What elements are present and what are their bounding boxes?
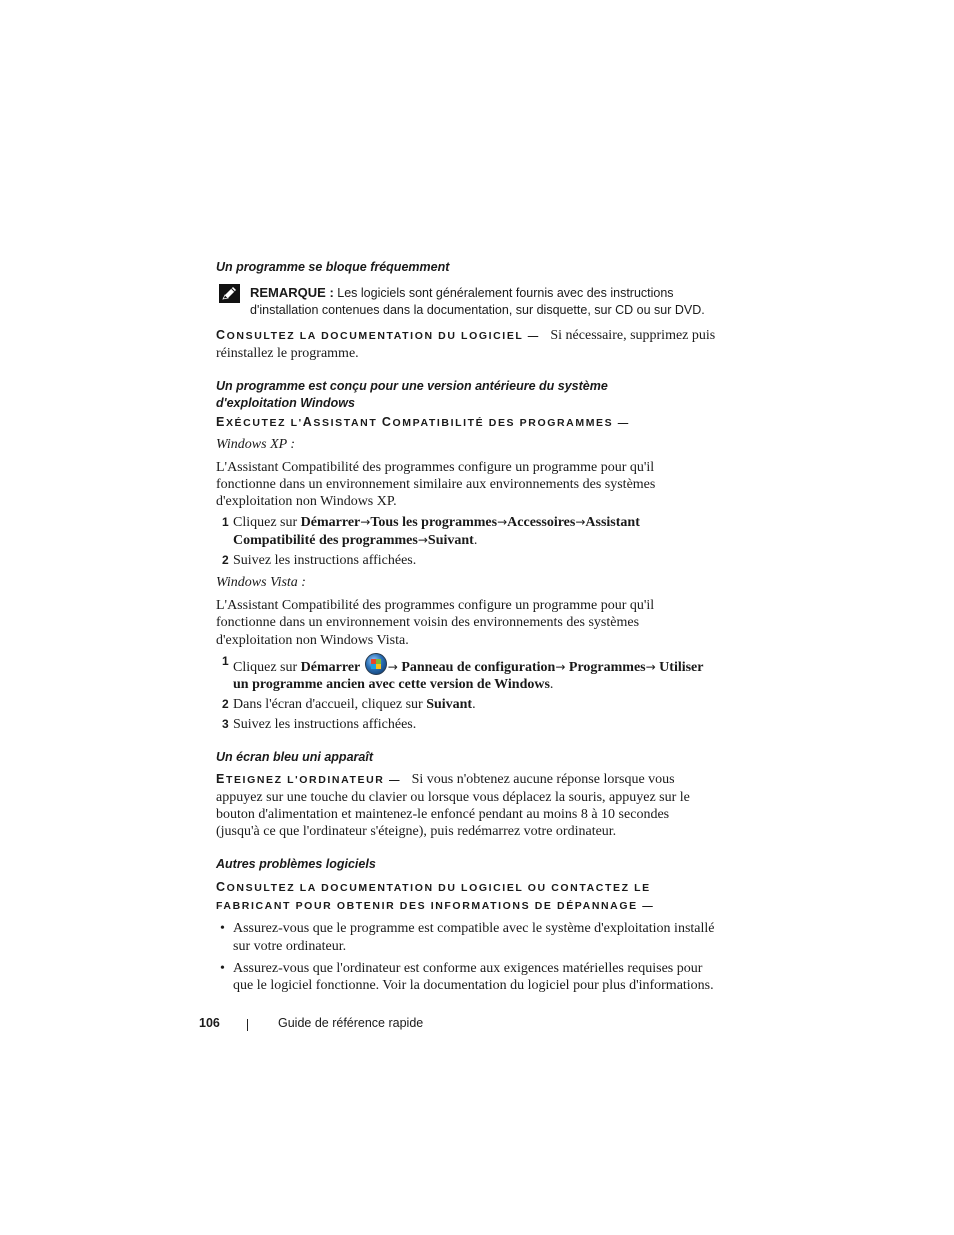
lead-in-contact: CONSULTEZ LA DOCUMENTATION DU LOGICIEL OU CONTACTEZ LE FABRICANT POUR OBTENIR DES INFORMATIONS DE DÉPANNAGE — bbox=[216, 880, 655, 913]
footer-doc-title: Guide de référence rapide bbox=[278, 1016, 424, 1030]
lead-in-compat: EXÉCUTEZ L'ASSISTANT COMPATIBILITÉ DES PROGRAMMES — bbox=[216, 415, 630, 430]
note-label: REMARQUE : bbox=[250, 285, 334, 300]
footer-divider bbox=[247, 1019, 248, 1031]
vista-step-2: 2 Dans l'écran d'accueil, cliquez sur Suivant. bbox=[222, 697, 476, 713]
windows-xp-label: Windows XP : bbox=[216, 436, 296, 452]
list-item: • Assurez-vous que le programme est compatible avec le système d'exploitation installé sur votre ordinateur. bbox=[220, 921, 715, 954]
windows-xp-paragraph: L'Assistant Compatibilité des programmes configure un programme pour qu'il fonctionne dans un environnement similaire aux environnements des systèmes d'exploitation non Windows XP. bbox=[216, 459, 656, 510]
section-heading-compat: Un programme est conçu pour une version antérieure du système d'exploitation Windows bbox=[216, 379, 608, 411]
section-heading-freeze: Un programme se bloque fréquemment bbox=[216, 260, 450, 274]
windows-vista-label: Windows Vista : bbox=[216, 575, 306, 591]
lead-in-consult: CONSULTEZ LA DOCUMENTATION DU LOGICIEL — bbox=[216, 328, 540, 342]
vista-step-3: 3 Suivez les instructions affichées. bbox=[222, 717, 417, 733]
vista-step-1: 1 Cliquez sur Démarrer → Panneau de configuration→ Programmes→ Utiliser un programme ancien avec cette version de Windows. bbox=[222, 653, 704, 693]
note-text: Les logiciels sont généralement fournis avec des instructions d'installation contenues dans la documentation, sur disquette, sur CD ou sur DVD. bbox=[250, 286, 705, 317]
section-heading-other: Autres problèmes logiciels bbox=[216, 857, 376, 872]
xp-step-2: 2 Suivez les instructions affichées. bbox=[222, 552, 417, 568]
xp-step-1: 1 Cliquez sur Démarrer→Tous les programmes→Accessoires→Assistant Compatibilité des programmes→Suivant. bbox=[222, 515, 640, 548]
note-block bbox=[216, 284, 716, 319]
lead-in-shutdown: ETEIGNEZ L'ORDINATEUR — bbox=[216, 771, 402, 786]
section-heading-blue-screen: Un écran bleu uni apparaît bbox=[216, 749, 373, 764]
note-pencil-icon bbox=[219, 284, 240, 303]
windows-vista-paragraph: L'Assistant Compatibilité des programmes configure un programme pour qu'il fonctionne dans un environnement voisin des environnements des systèmes d'exploitation non Windows Vista. bbox=[216, 598, 655, 648]
list-item: • Assurez-vous que l'ordinateur est conforme aux exigences matérielles requises pour que le logiciel fonctionne. Voir la documentation du logiciel pour plus d'informations. bbox=[220, 960, 714, 994]
consult-body: Si nécessaire, supprimez puis réinstallez le programme. bbox=[216, 328, 716, 362]
page-content bbox=[216, 259, 716, 994]
lead-paragraph-doc bbox=[216, 327, 716, 362]
lead-paragraph-shutdown: ETEIGNEZ L'ORDINATEUR — Si vous n'obtenez aucune réponse lorsque vous appuyez sur une touche du clavier ou lorsque vous déplacez la souris, appuyez sur le bouton d'alimentation et maintenez-le enfoncé pendant au moins 8 à 10 secondes (jusqu'à ce que l'ordinateur s'éteigne), puis redémarrez votre ordinateur. bbox=[216, 771, 690, 840]
windows-start-orb-icon bbox=[365, 653, 387, 675]
page-number: 106 bbox=[199, 1016, 220, 1030]
